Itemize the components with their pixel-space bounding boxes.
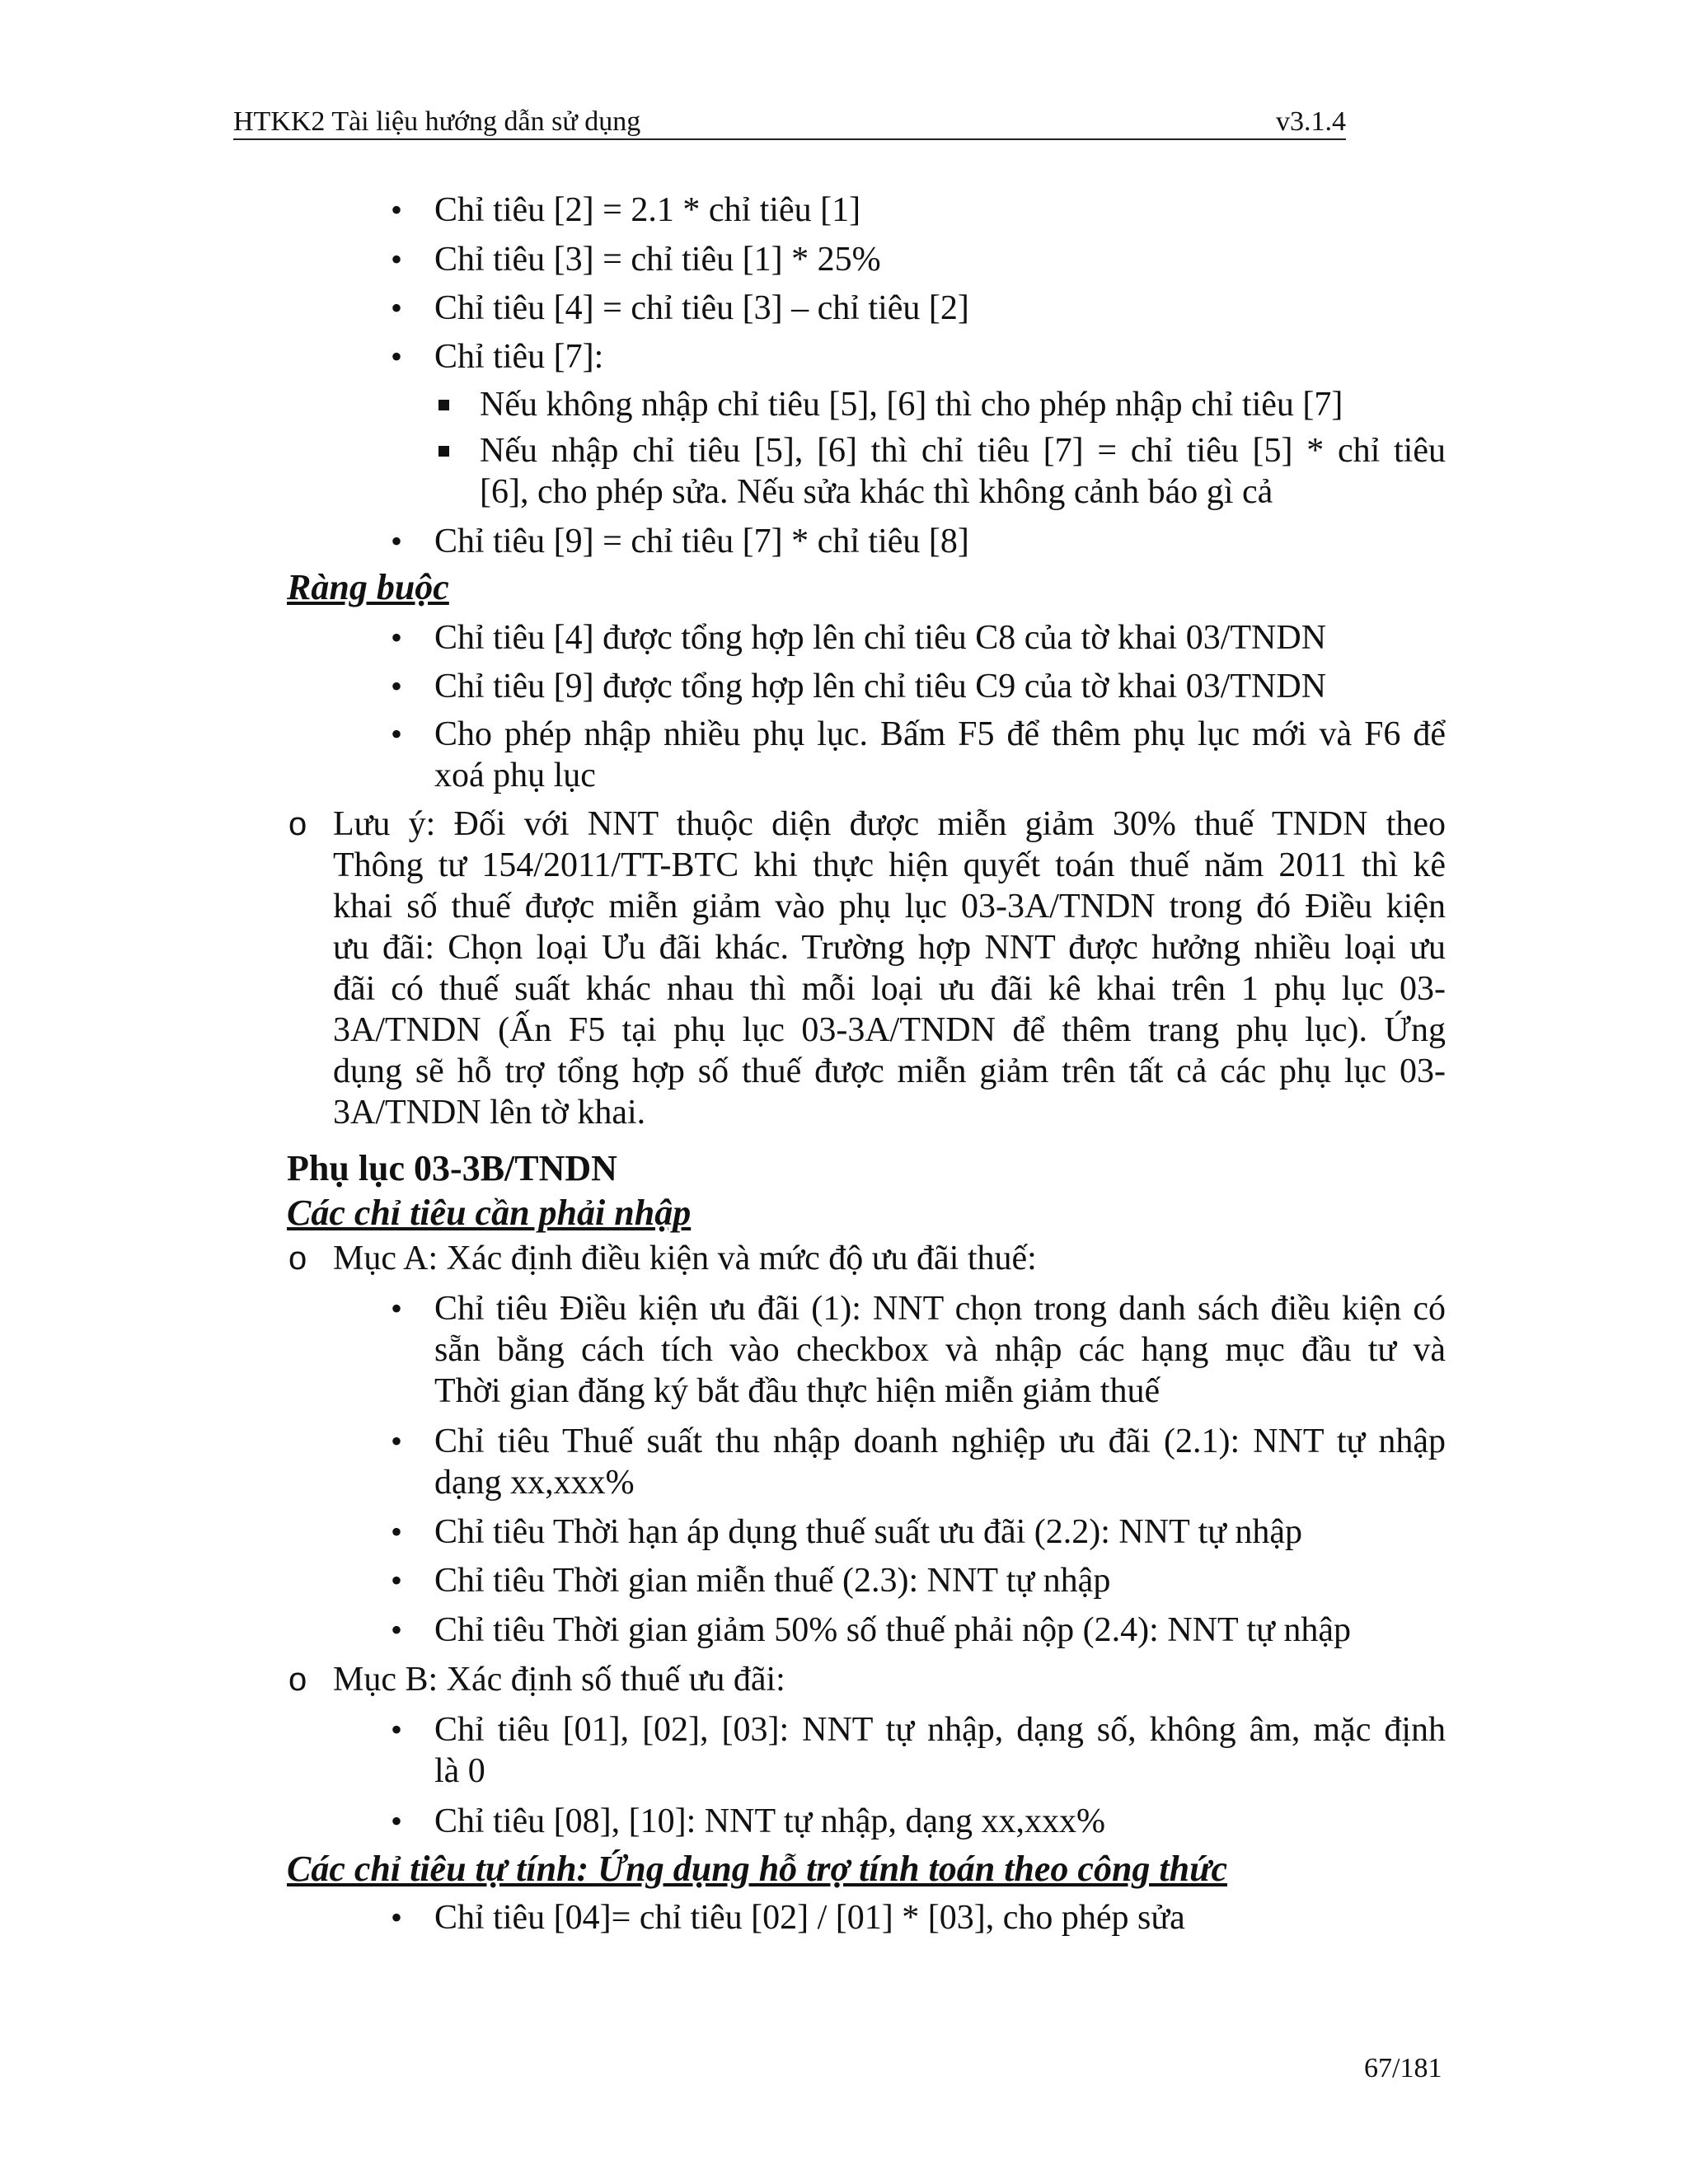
list-item: Chỉ tiêu [2] = 2.1 * chỉ tiêu [1] [434, 191, 861, 229]
bullet-dot: • [391, 289, 403, 326]
list-item: Chỉ tiêu [9] được tổng hợp lên chỉ tiêu C9 của tờ khai 03/TNDN [434, 668, 1327, 705]
note-line: 3A/TNDN (Ấn F5 tại phụ lục 03-3A/TNDN để thêm trang phụ lục). Ứng [333, 1011, 1446, 1049]
note-line: ưu đãi: Chọn loại Ưu đãi khác. Trường hợp NNT được hưởng nhiều loại ưu [333, 929, 1446, 967]
square-bullet [438, 446, 449, 457]
bullet-dot: • [391, 1513, 403, 1550]
bullet-dot: • [391, 619, 403, 656]
list-item: Chỉ tiêu Thuế suất thu nhập doanh nghiệp ưu đãi (2.1): NNT tự nhập [434, 1422, 1446, 1460]
list-item: Chỉ tiêu Thời gian miễn thuế (2.3): NNT tự nhập [434, 1562, 1111, 1600]
list-item-continued: là 0 [434, 1752, 485, 1790]
note-line: đãi có thuế suất khác nhau thì mỗi loại ưu đãi kê khai trên 1 phụ lục 03- [333, 970, 1446, 1008]
note-line: 3A/TNDN lên tờ khai. [333, 1094, 646, 1132]
page-number: 67/181 [1364, 2053, 1442, 2083]
bullet-dot: • [391, 1422, 403, 1460]
sub-list-item: Nếu không nhập chỉ tiêu [5], [6] thì cho phép nhập chỉ tiêu [7] [480, 386, 1343, 424]
bullet-dot: • [391, 191, 403, 228]
note-line: khai số thuế được miễn giảm vào phụ lục 03-3A/TNDN trong đó Điều kiện [333, 888, 1446, 926]
note-line: Lưu ý: Đối với NNT thuộc diện được miễn giảm 30% thuế TNDN theo [333, 805, 1446, 843]
section-subheading: Các chỉ tiêu cần phải nhập [287, 1193, 692, 1233]
header-title: HTKK2 Tài liệu hướng dẫn sử dụng [233, 106, 641, 137]
bullet-dot: • [391, 338, 403, 375]
circle-bullet: o [288, 1240, 307, 1277]
list-item: Chỉ tiêu Thời gian giảm 50% số thuế phải nộp (2.4): NNT tự nhập [434, 1611, 1351, 1649]
list-item: Chỉ tiêu [01], [02], [03]: NNT tự nhập, dạng số, không âm, mặc định [434, 1711, 1446, 1749]
bullet-dot: • [391, 241, 403, 278]
bullet-dot: • [391, 1562, 403, 1599]
muc-a-label: Mục A: Xác định điều kiện và mức độ ưu đãi thuế: [333, 1240, 1037, 1277]
list-item: Chỉ tiêu [08], [10]: NNT tự nhập, dạng xx,xxx% [434, 1802, 1106, 1840]
sub-list-item: Nếu nhập chỉ tiêu [5], [6] thì chỉ tiêu [7] = chỉ tiêu [5] * chỉ tiêu [480, 432, 1446, 470]
bullet-dot: • [391, 1290, 403, 1327]
list-item: Chỉ tiêu [04]= chỉ tiêu [02] / [01] * [03], cho phép sửa [434, 1899, 1185, 1937]
list-item-continued: dạng xx,xxx% [434, 1464, 635, 1502]
section-subheading: Ràng buộc [287, 567, 449, 607]
list-item: Chỉ tiêu [4] = chỉ tiêu [3] – chỉ tiêu [2] [434, 289, 969, 327]
bullet-dot: • [391, 715, 403, 752]
list-item: Chỉ tiêu [9] = chỉ tiêu [7] * chỉ tiêu [8] [434, 523, 969, 560]
note-line: dụng sẽ hỗ trợ tổng hợp số thuế được miễn giảm trên tất cả các phụ lục 03- [333, 1052, 1446, 1090]
list-item: Cho phép nhập nhiều phụ lục. Bấm F5 để thêm phụ lục mới và F6 để [434, 715, 1446, 753]
list-item: Chỉ tiêu Thời hạn áp dụng thuế suất ưu đãi (2.2): NNT tự nhập [434, 1513, 1303, 1551]
list-item: Chỉ tiêu [4] được tổng hợp lên chỉ tiêu C8 của tờ khai 03/TNDN [434, 619, 1327, 657]
section-subheading: Các chỉ tiêu tự tính: Ứng dụng hỗ trợ tính toán theo công thức [287, 1849, 1228, 1889]
circle-bullet: o [288, 1661, 307, 1698]
list-item-continued: Thời gian đăng ký bắt đầu thực hiện miễn giảm thuế [434, 1372, 1160, 1410]
sub-list-item-continued: [6], cho phép sửa. Nếu sửa khác thì không cảnh báo gì cả [480, 473, 1273, 511]
list-item: Chỉ tiêu [7]: [434, 338, 604, 376]
square-bullet [438, 400, 449, 410]
bullet-dot: • [391, 1802, 403, 1840]
list-item: Chỉ tiêu Điều kiện ưu đãi (1): NNT chọn trong danh sách điều kiện có [434, 1290, 1446, 1328]
note-line: Thông tư 154/2011/TT-BTC khi thực hiện quyết toán thuế năm 2011 thì kê [333, 846, 1446, 884]
list-item: Chỉ tiêu [3] = chỉ tiêu [1] * 25% [434, 241, 881, 279]
header-version: v3.1.4 [1276, 106, 1346, 137]
bullet-dot: • [391, 1899, 403, 1936]
circle-bullet: o [288, 806, 307, 842]
bullet-dot: • [391, 523, 403, 560]
list-item-continued: xoá phụ lục [434, 757, 596, 794]
bullet-dot: • [391, 1611, 403, 1648]
section-heading: Phụ lục 03-3B/TNDN [287, 1148, 617, 1188]
list-item-continued: sẵn bằng cách tích vào checkbox và nhập các hạng mục đầu tư và [434, 1331, 1446, 1369]
bullet-dot: • [391, 668, 403, 705]
bullet-dot: • [391, 1711, 403, 1748]
muc-b-label: Mục B: Xác định số thuế ưu đãi: [333, 1661, 785, 1699]
page-header [233, 105, 1346, 140]
